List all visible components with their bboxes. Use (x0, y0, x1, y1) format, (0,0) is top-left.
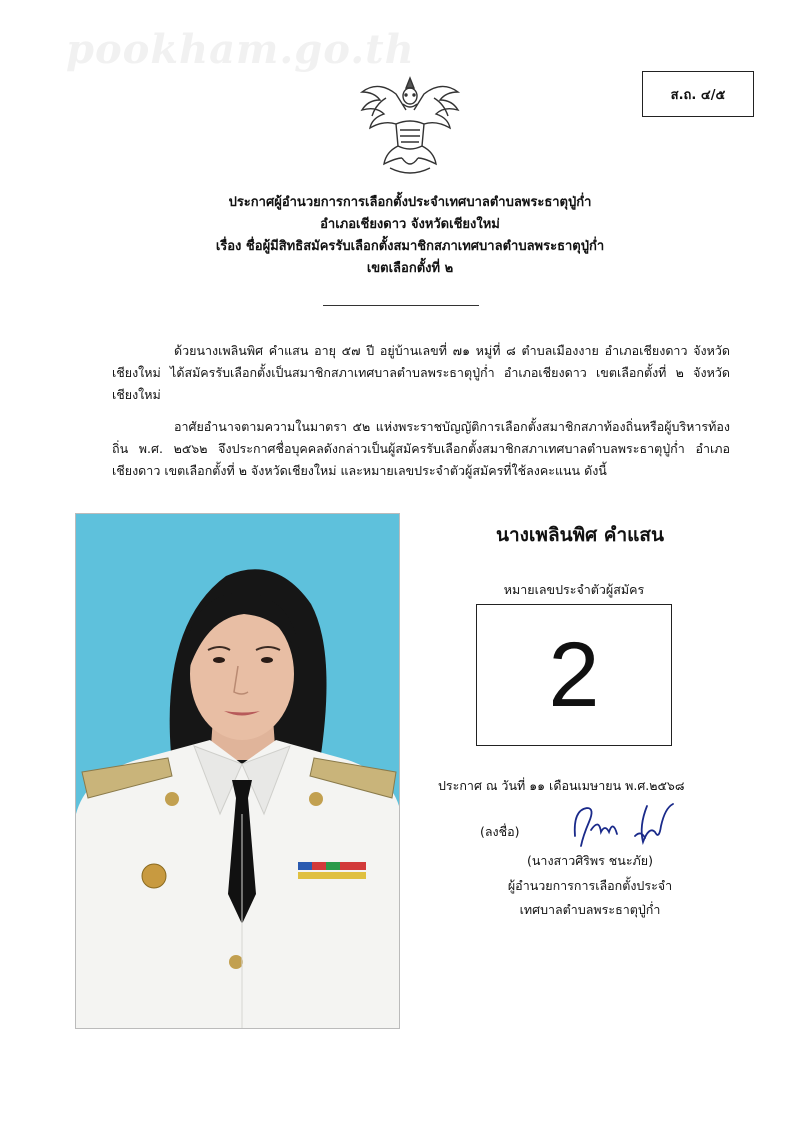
title-line-3: เรื่อง ชื่อผู้มีสิทธิสมัครรับเลือกตั้งสมาชิกสภาเทศบาลตำบลพระธาตุปู่ก่ำ (215, 239, 605, 254)
form-code: ส.ถ. ๔/๕ (670, 87, 726, 103)
signature-image (565, 796, 685, 852)
candidate-photo (75, 513, 400, 1029)
paragraph-2-text: อาศัยอำนาจตามความในมาตรา ๕๒ แห่งพระราชบัญญัติการเลือกตั้งสมาชิกสภาท้องถิ่นหรือผู้บริหารท้องถิ่น พ.ศ. ๒๕๖๒ จึงประกาศชื่อบุคคลดังกล่าวเป็นผู้สมัครรับเลือกตั้งสมาชิกสภาเทศบาลตำบลพระธาตุปู่ก่ำ อำเภอเชียงดาว เขตเลือกตั้งที่ ๒ จังหวัดเชียงใหม่ และหมายเลขประจำตัวผู้สมัครที่ใช้ลงคะแนน ดังนี้ (112, 419, 730, 478)
candidate-number-box (476, 604, 672, 746)
candidate-number-label: หมายเลขประจำตัวผู้สมัคร (503, 582, 645, 597)
candidate-number: 2 (548, 623, 600, 726)
body-paragraph-1 (112, 340, 730, 406)
title-divider (323, 305, 479, 306)
announcement-date: ประกาศ ณ วันที่ ๑๑ เดือนเมษายน พ.ศ.๒๕๖๘ (438, 778, 685, 793)
title-line-1: ประกาศผู้อำนวยการการเลือกตั้งประจำเทศบาลตำบลพระธาตุปู่ก่ำ (228, 195, 592, 210)
title-line-4: เขตเลือกตั้งที่ ๒ (366, 261, 454, 276)
garuda-emblem-icon (356, 74, 464, 180)
title-line-2: อำเภอเชียงดาว จังหวัดเชียงใหม่ (320, 217, 500, 232)
watermark: pookham.go.th (66, 26, 415, 73)
form-code-box (642, 71, 754, 117)
paragraph-1-text: ด้วยนางเพลินพิศ คำแสน อายุ ๕๗ ปี อยู่บ้านเลขที่ ๗๑ หมู่ที่ ๘ ตำบลเมืองงาย อำเภอเชียงดาว จังหวัดเชียงใหม่ ได้สมัครรับเลือกตั้งเป็นสมาชิกสภาเทศบาลตำบลพระธาตุปู่ก่ำ อำเภอเชียงดาว เขตเลือกตั้งที่ ๒ จังหวัดเชียงใหม่ (112, 343, 730, 402)
signer-position-line-2: เทศบาลตำบลพระธาตุปู่ก่ำ (519, 902, 661, 917)
candidate-name: นางเพลินพิศ คำแสน (496, 524, 664, 546)
sign-label: (ลงชื่อ) (480, 824, 520, 839)
body-paragraph-2 (112, 416, 730, 482)
signer-name: (นางสาวศิริพร ชนะภัย) (527, 853, 653, 868)
signer-position-line-1: ผู้อำนวยการการเลือกตั้งประจำ (507, 878, 673, 893)
announcement-title (150, 192, 670, 280)
